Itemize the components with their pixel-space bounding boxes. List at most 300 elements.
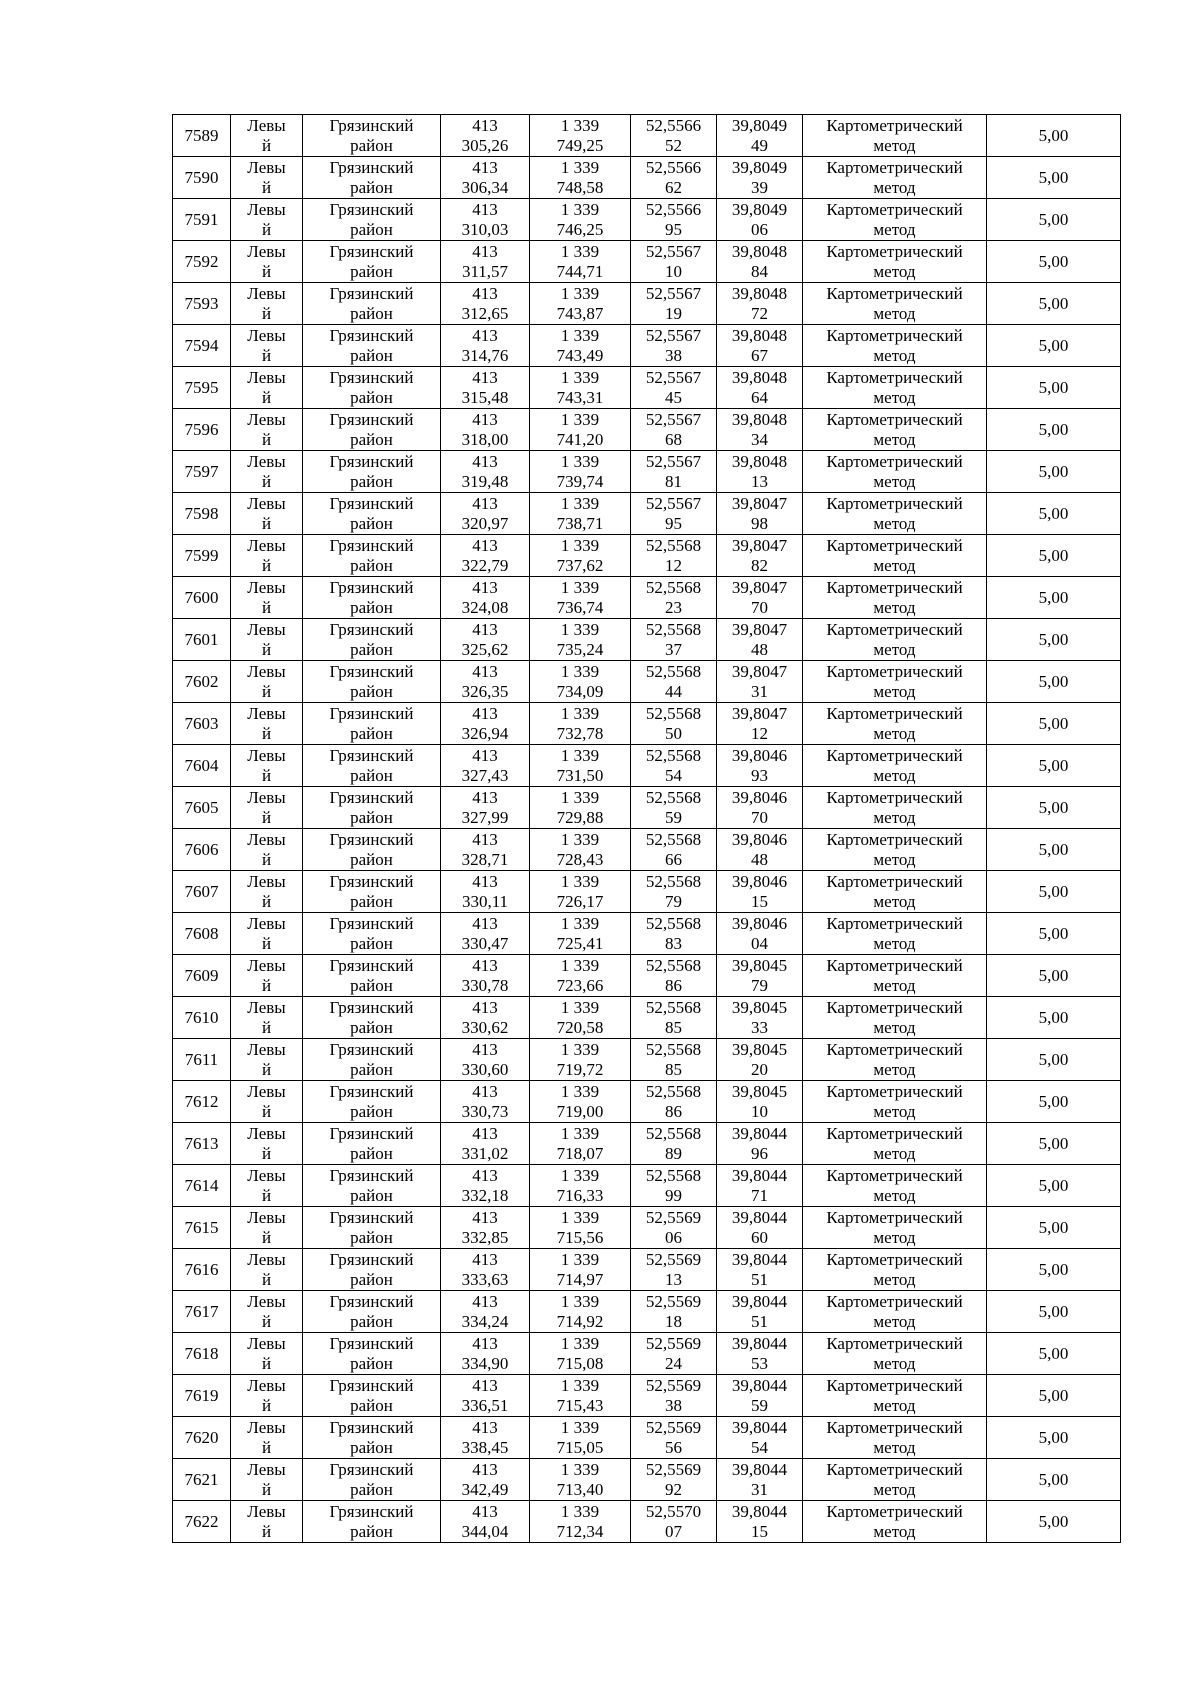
x-coordinate-cell-line-1: 413 [472, 116, 498, 135]
method-cell-line-1: Картометрический [826, 494, 963, 513]
latitude-cell [631, 535, 717, 577]
latitude-cell-line-1: 52,5568 [645, 704, 702, 723]
longitude-cell-line-2: 48 [751, 640, 768, 659]
district-cell [303, 745, 441, 787]
y-coordinate-cell-line-2: 725,41 [556, 934, 604, 953]
point-number-cell: 7606 [173, 829, 231, 871]
x-coordinate-cell-line-1: 413 [472, 662, 498, 681]
latitude-cell [631, 1039, 717, 1081]
longitude-cell-line-1: 39,8044 [731, 1124, 788, 1143]
side-cell [231, 1039, 303, 1081]
longitude-cell-line-2: 64 [751, 388, 768, 407]
table-row [173, 997, 1121, 1039]
x-coordinate-cell-line-1: 413 [472, 956, 498, 975]
side-cell-line-1: Левы [247, 872, 286, 891]
district-cell-line-2: район [350, 1522, 393, 1541]
side-cell-line-2: й [261, 346, 272, 365]
point-number-cell: 7610 [173, 997, 231, 1039]
side-cell [231, 577, 303, 619]
side-cell-line-1: Левы [247, 1460, 286, 1479]
point-number-cell: 7609 [173, 955, 231, 997]
method-cell [803, 619, 987, 661]
longitude-cell-line-1: 39,8048 [731, 368, 788, 387]
district-cell-line-1: Грязинский [329, 536, 414, 555]
side-cell-line-1: Левы [247, 956, 286, 975]
longitude-cell-line-1: 39,8048 [731, 452, 788, 471]
accuracy-value-cell: 5,00 [987, 409, 1121, 451]
method-cell-line-2: метод [873, 766, 916, 785]
side-cell [231, 871, 303, 913]
x-coordinate-cell [441, 787, 530, 829]
side-cell [231, 1501, 303, 1543]
longitude-cell-line-2: 04 [751, 934, 768, 953]
latitude-cell [631, 493, 717, 535]
latitude-cell-line-1: 52,5566 [645, 200, 702, 219]
district-cell-line-2: район [350, 808, 393, 827]
x-coordinate-cell [441, 1375, 530, 1417]
accuracy-value-cell: 5,00 [987, 451, 1121, 493]
y-coordinate-cell-line-2: 744,71 [556, 262, 604, 281]
longitude-cell-line-1: 39,8047 [731, 704, 788, 723]
y-coordinate-cell-line-2: 726,17 [556, 892, 604, 911]
side-cell [231, 913, 303, 955]
table-row [173, 451, 1121, 493]
side-cell-line-1: Левы [247, 326, 286, 345]
x-coordinate-cell-line-2: 342,49 [461, 1480, 509, 1499]
method-cell [803, 1459, 987, 1501]
longitude-cell [717, 1207, 803, 1249]
district-cell [303, 703, 441, 745]
side-cell-line-1: Левы [247, 158, 286, 177]
longitude-cell [717, 1417, 803, 1459]
district-cell-line-1: Грязинский [329, 1250, 414, 1269]
y-coordinate-cell-line-2: 723,66 [556, 976, 604, 995]
x-coordinate-cell-line-1: 413 [472, 578, 498, 597]
x-coordinate-cell-line-2: 331,02 [461, 1144, 509, 1163]
district-cell-line-2: район [350, 598, 393, 617]
latitude-cell-line-1: 52,5569 [645, 1376, 702, 1395]
method-cell-line-1: Картометрический [826, 998, 963, 1017]
side-cell-line-1: Левы [247, 1124, 286, 1143]
latitude-cell [631, 829, 717, 871]
longitude-cell [717, 829, 803, 871]
y-coordinate-cell-line-1: 1 339 [560, 704, 600, 723]
latitude-cell-line-2: 66 [665, 850, 682, 869]
side-cell-line-2: й [261, 1186, 272, 1205]
method-cell [803, 577, 987, 619]
y-coordinate-cell-line-2: 714,92 [556, 1312, 604, 1331]
latitude-cell-line-2: 59 [665, 808, 682, 827]
x-coordinate-cell-line-1: 413 [472, 284, 498, 303]
y-coordinate-cell [530, 703, 631, 745]
longitude-cell-line-2: 71 [751, 1186, 768, 1205]
table-row [173, 1207, 1121, 1249]
side-cell-line-1: Левы [247, 410, 286, 429]
latitude-cell [631, 1291, 717, 1333]
longitude-cell [717, 241, 803, 283]
latitude-cell-line-2: 38 [665, 1396, 682, 1415]
side-cell [231, 367, 303, 409]
district-cell-line-1: Грязинский [329, 494, 414, 513]
y-coordinate-cell-line-1: 1 339 [560, 662, 600, 681]
district-cell [303, 367, 441, 409]
longitude-cell-line-1: 39,8048 [731, 284, 788, 303]
longitude-cell-line-1: 39,8044 [731, 1334, 788, 1353]
accuracy-value-cell: 5,00 [987, 1333, 1121, 1375]
district-cell [303, 451, 441, 493]
method-cell [803, 913, 987, 955]
latitude-cell [631, 115, 717, 157]
x-coordinate-cell-line-2: 320,97 [461, 514, 509, 533]
district-cell-line-1: Грязинский [329, 788, 414, 807]
latitude-cell-line-2: 56 [665, 1438, 682, 1457]
longitude-cell-line-1: 39,8045 [731, 998, 788, 1017]
district-cell [303, 829, 441, 871]
longitude-cell-line-2: 96 [751, 1144, 768, 1163]
district-cell-line-2: район [350, 178, 393, 197]
table-row [173, 955, 1121, 997]
accuracy-value-cell: 5,00 [987, 325, 1121, 367]
longitude-cell-line-1: 39,8049 [731, 116, 788, 135]
latitude-cell-line-1: 52,5566 [645, 158, 702, 177]
latitude-cell-line-1: 52,5569 [645, 1460, 702, 1479]
longitude-cell-line-1: 39,8047 [731, 662, 788, 681]
method-cell-line-1: Картометрический [826, 704, 963, 723]
district-cell-line-2: район [350, 514, 393, 533]
x-coordinate-cell-line-2: 305,26 [461, 136, 509, 155]
x-coordinate-cell-line-2: 328,71 [461, 850, 509, 869]
x-coordinate-cell [441, 283, 530, 325]
y-coordinate-cell-line-1: 1 339 [560, 1124, 600, 1143]
method-cell-line-2: метод [873, 388, 916, 407]
side-cell-line-1: Левы [247, 1334, 286, 1353]
longitude-cell [717, 1081, 803, 1123]
y-coordinate-cell-line-1: 1 339 [560, 284, 600, 303]
table-row [173, 787, 1121, 829]
latitude-cell [631, 451, 717, 493]
longitude-cell [717, 745, 803, 787]
method-cell [803, 1039, 987, 1081]
method-cell-line-1: Картометрический [826, 242, 963, 261]
y-coordinate-cell [530, 1081, 631, 1123]
method-cell-line-2: метод [873, 808, 916, 827]
x-coordinate-cell-line-1: 413 [472, 1208, 498, 1227]
method-cell-line-2: метод [873, 892, 916, 911]
side-cell-line-1: Левы [247, 1418, 286, 1437]
method-cell-line-1: Картометрический [826, 158, 963, 177]
method-cell-line-2: метод [873, 556, 916, 575]
y-coordinate-cell [530, 1039, 631, 1081]
district-cell-line-2: район [350, 1354, 393, 1373]
side-cell-line-1: Левы [247, 200, 286, 219]
side-cell-line-1: Левы [247, 494, 286, 513]
table-row [173, 1165, 1121, 1207]
accuracy-value-cell: 5,00 [987, 829, 1121, 871]
latitude-cell [631, 577, 717, 619]
x-coordinate-cell-line-2: 330,78 [461, 976, 509, 995]
latitude-cell-line-1: 52,5568 [645, 872, 702, 891]
side-cell-line-2: й [261, 1522, 272, 1541]
district-cell-line-1: Грязинский [329, 116, 414, 135]
side-cell [231, 997, 303, 1039]
method-cell-line-2: метод [873, 1018, 916, 1037]
longitude-cell-line-2: 82 [751, 556, 768, 575]
x-coordinate-cell-line-1: 413 [472, 872, 498, 891]
method-cell-line-2: метод [873, 1438, 916, 1457]
latitude-cell-line-2: 62 [665, 178, 682, 197]
latitude-cell [631, 1459, 717, 1501]
side-cell-line-2: й [261, 1480, 272, 1499]
x-coordinate-cell-line-1: 413 [472, 536, 498, 555]
point-number-cell: 7619 [173, 1375, 231, 1417]
point-number-cell: 7590 [173, 157, 231, 199]
y-coordinate-cell-line-1: 1 339 [560, 326, 600, 345]
longitude-cell-line-2: 13 [751, 472, 768, 491]
district-cell-line-1: Грязинский [329, 410, 414, 429]
y-coordinate-cell-line-2: 719,00 [556, 1102, 604, 1121]
x-coordinate-cell [441, 493, 530, 535]
latitude-cell-line-2: 45 [665, 388, 682, 407]
side-cell-line-2: й [261, 598, 272, 617]
district-cell-line-2: район [350, 1228, 393, 1247]
side-cell-line-1: Левы [247, 746, 286, 765]
y-coordinate-cell-line-2: 713,40 [556, 1480, 604, 1499]
district-cell [303, 577, 441, 619]
district-cell-line-2: район [350, 724, 393, 743]
district-cell [303, 1291, 441, 1333]
latitude-cell-line-2: 06 [665, 1228, 682, 1247]
side-cell [231, 451, 303, 493]
district-cell-line-1: Грязинский [329, 1082, 414, 1101]
side-cell [231, 787, 303, 829]
accuracy-value-cell: 5,00 [987, 1249, 1121, 1291]
district-cell-line-2: район [350, 1312, 393, 1331]
latitude-cell-line-1: 52,5568 [645, 998, 702, 1017]
x-coordinate-cell-line-1: 413 [472, 242, 498, 261]
y-coordinate-cell-line-1: 1 339 [560, 1418, 600, 1437]
table-row [173, 535, 1121, 577]
accuracy-value-cell: 5,00 [987, 997, 1121, 1039]
district-cell [303, 199, 441, 241]
y-coordinate-cell [530, 451, 631, 493]
x-coordinate-cell [441, 1291, 530, 1333]
point-number-cell: 7596 [173, 409, 231, 451]
y-coordinate-cell-line-2: 715,05 [556, 1438, 604, 1457]
side-cell-line-2: й [261, 1312, 272, 1331]
district-cell-line-1: Грязинский [329, 704, 414, 723]
latitude-cell-line-1: 52,5569 [645, 1292, 702, 1311]
latitude-cell [631, 955, 717, 997]
district-cell-line-2: район [350, 430, 393, 449]
latitude-cell-line-2: 86 [665, 976, 682, 995]
longitude-cell-line-2: 31 [751, 682, 768, 701]
longitude-cell-line-2: 54 [751, 1438, 768, 1457]
x-coordinate-cell-line-1: 413 [472, 1250, 498, 1269]
y-coordinate-cell [530, 745, 631, 787]
side-cell-line-2: й [261, 388, 272, 407]
latitude-cell [631, 241, 717, 283]
latitude-cell-line-2: 13 [665, 1270, 682, 1289]
x-coordinate-cell-line-2: 327,99 [461, 808, 509, 827]
x-coordinate-cell [441, 157, 530, 199]
latitude-cell-line-1: 52,5567 [645, 410, 702, 429]
side-cell [231, 157, 303, 199]
side-cell-line-2: й [261, 178, 272, 197]
longitude-cell-line-2: 34 [751, 430, 768, 449]
accuracy-value-cell: 5,00 [987, 1291, 1121, 1333]
side-cell [231, 955, 303, 997]
side-cell-line-2: й [261, 1144, 272, 1163]
table-row [173, 1333, 1121, 1375]
side-cell-line-1: Левы [247, 620, 286, 639]
latitude-cell [631, 619, 717, 661]
table-row [173, 913, 1121, 955]
y-coordinate-cell-line-2: 715,08 [556, 1354, 604, 1373]
x-coordinate-cell-line-2: 334,90 [461, 1354, 509, 1373]
table-row [173, 1039, 1121, 1081]
longitude-cell-line-2: 31 [751, 1480, 768, 1499]
longitude-cell-line-2: 15 [751, 1522, 768, 1541]
district-cell-line-2: район [350, 640, 393, 659]
method-cell [803, 325, 987, 367]
latitude-cell [631, 1375, 717, 1417]
y-coordinate-cell-line-2: 743,87 [556, 304, 604, 323]
table-row [173, 1417, 1121, 1459]
y-coordinate-cell-line-2: 714,97 [556, 1270, 604, 1289]
longitude-cell-line-1: 39,8048 [731, 326, 788, 345]
latitude-cell-line-1: 52,5567 [645, 284, 702, 303]
table-row [173, 325, 1121, 367]
y-coordinate-cell-line-2: 715,43 [556, 1396, 604, 1415]
y-coordinate-cell [530, 871, 631, 913]
method-cell-line-2: метод [873, 262, 916, 281]
x-coordinate-cell [441, 367, 530, 409]
y-coordinate-cell [530, 1501, 631, 1543]
latitude-cell [631, 1165, 717, 1207]
y-coordinate-cell [530, 1123, 631, 1165]
side-cell-line-2: й [261, 1270, 272, 1289]
x-coordinate-cell-line-1: 413 [472, 326, 498, 345]
district-cell-line-1: Грязинский [329, 914, 414, 933]
district-cell [303, 1081, 441, 1123]
y-coordinate-cell [530, 1375, 631, 1417]
district-cell-line-1: Грязинский [329, 1292, 414, 1311]
side-cell-line-2: й [261, 724, 272, 743]
x-coordinate-cell [441, 913, 530, 955]
method-cell [803, 1123, 987, 1165]
district-cell-line-1: Грязинский [329, 1460, 414, 1479]
longitude-cell [717, 493, 803, 535]
accuracy-value-cell: 5,00 [987, 913, 1121, 955]
district-cell-line-1: Грязинский [329, 326, 414, 345]
latitude-cell-line-2: 68 [665, 430, 682, 449]
method-cell-line-1: Картометрический [826, 1040, 963, 1059]
point-number-cell: 7598 [173, 493, 231, 535]
method-cell-line-1: Картометрический [826, 830, 963, 849]
side-cell [231, 1207, 303, 1249]
longitude-cell-line-2: 33 [751, 1018, 768, 1037]
latitude-cell-line-1: 52,5567 [645, 368, 702, 387]
method-cell [803, 409, 987, 451]
latitude-cell [631, 283, 717, 325]
longitude-cell [717, 409, 803, 451]
side-cell-line-1: Левы [247, 368, 286, 387]
x-coordinate-cell [441, 871, 530, 913]
y-coordinate-cell-line-1: 1 339 [560, 1250, 600, 1269]
y-coordinate-cell [530, 955, 631, 997]
y-coordinate-cell [530, 661, 631, 703]
accuracy-value-cell: 5,00 [987, 1459, 1121, 1501]
side-cell-line-1: Левы [247, 578, 286, 597]
latitude-cell-line-2: 95 [665, 220, 682, 239]
x-coordinate-cell [441, 955, 530, 997]
side-cell [231, 409, 303, 451]
x-coordinate-cell [441, 1459, 530, 1501]
district-cell-line-2: район [350, 1270, 393, 1289]
method-cell [803, 1207, 987, 1249]
side-cell [231, 1333, 303, 1375]
accuracy-value-cell: 5,00 [987, 367, 1121, 409]
district-cell-line-1: Грязинский [329, 1124, 414, 1143]
y-coordinate-cell [530, 199, 631, 241]
method-cell-line-2: метод [873, 976, 916, 995]
point-number-cell: 7612 [173, 1081, 231, 1123]
latitude-cell [631, 1333, 717, 1375]
longitude-cell [717, 157, 803, 199]
district-cell [303, 1333, 441, 1375]
x-coordinate-cell-line-1: 413 [472, 1040, 498, 1059]
method-cell-line-2: метод [873, 430, 916, 449]
latitude-cell-line-1: 52,5567 [645, 242, 702, 261]
x-coordinate-cell-line-1: 413 [472, 914, 498, 933]
y-coordinate-cell-line-1: 1 339 [560, 956, 600, 975]
x-coordinate-cell-line-1: 413 [472, 830, 498, 849]
district-cell-line-1: Грязинский [329, 158, 414, 177]
side-cell-line-2: й [261, 472, 272, 491]
method-cell-line-1: Картометрический [826, 788, 963, 807]
x-coordinate-cell-line-2: 326,35 [461, 682, 509, 701]
x-coordinate-cell-line-1: 413 [472, 704, 498, 723]
table-row [173, 409, 1121, 451]
method-cell-line-2: метод [873, 682, 916, 701]
method-cell [803, 1081, 987, 1123]
method-cell-line-2: метод [873, 1312, 916, 1331]
district-cell [303, 871, 441, 913]
side-cell-line-2: й [261, 556, 272, 575]
x-coordinate-cell-line-2: 330,62 [461, 1018, 509, 1037]
method-cell-line-1: Картометрический [826, 746, 963, 765]
method-cell-line-1: Картометрический [826, 326, 963, 345]
side-cell [231, 535, 303, 577]
longitude-cell-line-1: 39,8046 [731, 746, 788, 765]
side-cell-line-1: Левы [247, 830, 286, 849]
longitude-cell-line-2: 39 [751, 178, 768, 197]
y-coordinate-cell-line-2: 749,25 [556, 136, 604, 155]
point-number-cell: 7604 [173, 745, 231, 787]
method-cell-line-2: метод [873, 598, 916, 617]
latitude-cell [631, 367, 717, 409]
side-cell [231, 745, 303, 787]
district-cell-line-2: район [350, 1438, 393, 1457]
district-cell-line-2: район [350, 934, 393, 953]
longitude-cell [717, 1333, 803, 1375]
x-coordinate-cell [441, 1081, 530, 1123]
y-coordinate-cell-line-1: 1 339 [560, 452, 600, 471]
accuracy-value-cell: 5,00 [987, 199, 1121, 241]
table-row [173, 619, 1121, 661]
side-cell-line-2: й [261, 136, 272, 155]
x-coordinate-cell-line-2: 322,79 [461, 556, 509, 575]
